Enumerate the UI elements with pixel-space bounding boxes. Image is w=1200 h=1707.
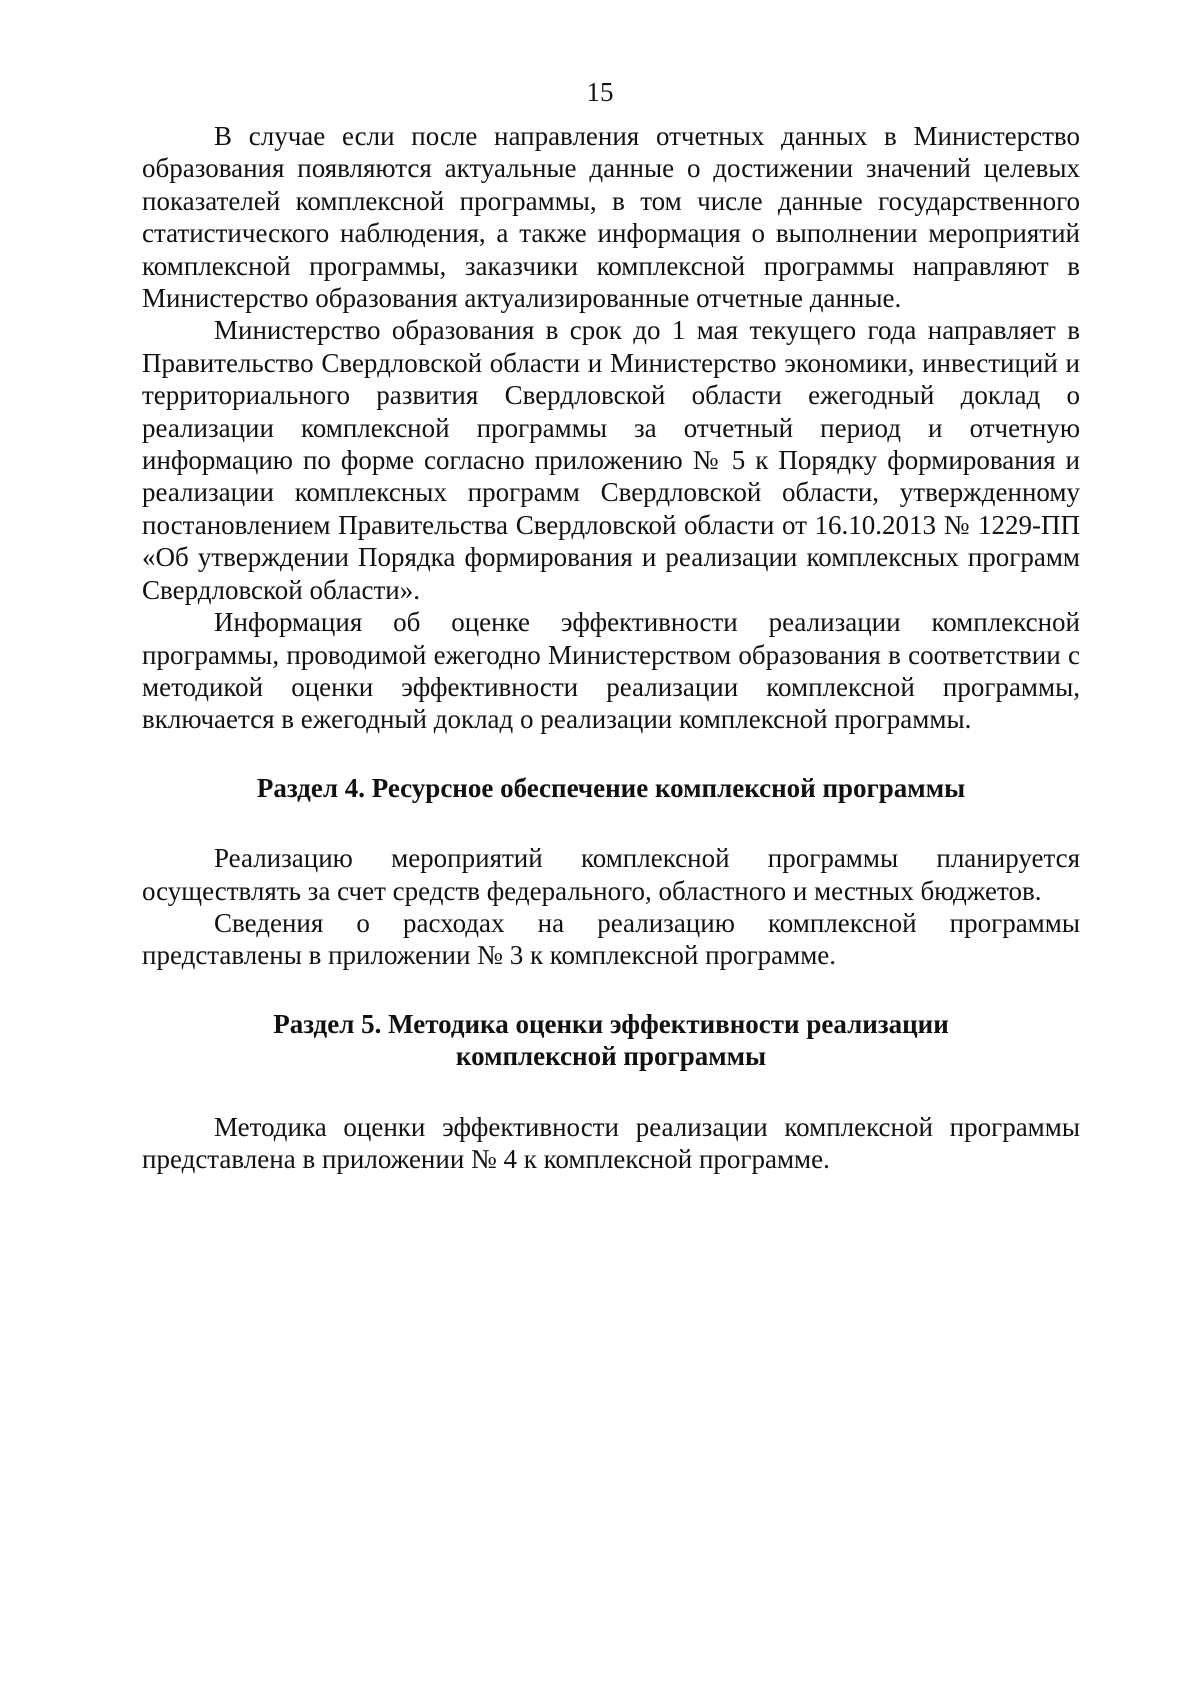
section-5-heading-line-1: Раздел 5. Методика оценки эффективности реализации <box>273 1008 949 1039</box>
section-5-heading-line-2: комплексной программы <box>455 1041 767 1072</box>
paragraph-efficiency-info: Информация об оценке эффективности реализации комплексной программы, проводимой ежегодно Министерством образования в соответствии с методикой оценки эффективности реализации комплексной программы, включается в ежегодный доклад о реализации комплексной программы. <box>142 607 1080 735</box>
section-4-heading: Раздел 4. Ресурсное обеспечение комплексной программы <box>256 772 966 803</box>
paragraph-methodology: Методика оценки эффективности реализации комплексной программы представлена в приложении № 4 к комплексной программе. <box>142 1111 1080 1174</box>
paragraph-funding-sources: Реализацию мероприятий комплексной программы планируется осуществлять за счет средств федерального, областного и местных бюджетов. <box>142 843 1080 906</box>
paragraph-annual-report: Министерство образования в срок до 1 мая текущего года направляет в Правительство Свердловской области и Министерство экономики, инвестиций и территориального развития Свердловской области ежегодный доклад о реализации комплексной программы за отчетный период и отчетную информацию по форме согласно приложению № 5 к Порядку формирования и реализации комплексных программ Свердловской области, утвержденному постановлением Правительства Свердловской области от 16.10.2013 № 1229-ПП «Об утверждении Порядка формирования и реализации комплексных программ Свердловской области». <box>142 315 1080 605</box>
section-5-heading <box>142 1008 1080 1073</box>
page-number: 15 <box>586 77 614 107</box>
paragraph-expenses-info: Сведения о расходах на реализацию комплексной программы представлены в приложении № 3 к комплексной программе. <box>142 907 1080 971</box>
document-body <box>142 120 1080 1175</box>
paragraph-reporting-update: В случае если после направления отчетных данных в Министерство образования появляются актуальные данные о достижении значений целевых показателей комплексной программы, в том числе данные государственного статистического наблюдения, а также информация о выполнении мероприятий комплексной программы, заказчики комплексной программы направляют в Министерство образования актуализированные отчетные данные. <box>142 121 1080 314</box>
